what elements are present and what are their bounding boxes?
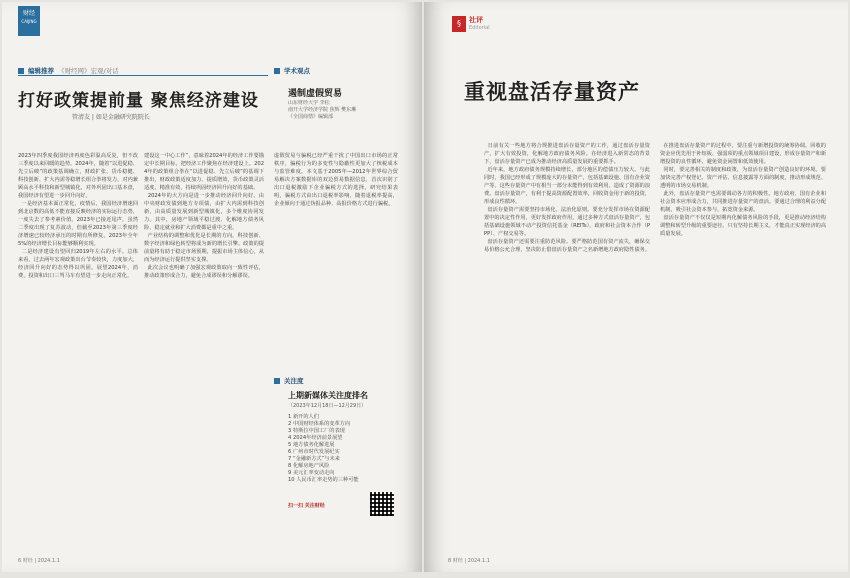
focus-section-label xyxy=(274,376,304,385)
focus-list-item[interactable]: 2 中国财经体系的变革方向 xyxy=(288,421,351,427)
magazine-logo xyxy=(18,6,40,36)
focus-list-item[interactable]: 10 人民币汇率走势的三种可能 xyxy=(288,477,359,483)
section-label xyxy=(18,66,119,75)
sidebar-square-icon xyxy=(274,68,280,74)
sidebar-section-tag: 学术观点 xyxy=(284,67,310,75)
editorial-badge xyxy=(452,16,490,32)
focus-range: （2023年12月18日—12月29日） xyxy=(288,403,367,409)
left-page xyxy=(2,2,422,572)
section-rule xyxy=(18,75,268,76)
focus-title: 上期新媒体关注度排名 xyxy=(288,391,368,400)
sidebar-authors: 山东财经大学 李松 南开大学经济学院 焦辉 樊东琳 《全国商情》编辑部 xyxy=(288,100,357,120)
focus-list-item[interactable]: 7 “金融新方式”与未来 xyxy=(288,456,340,462)
editorial-column-1: 日前有关一些地方将合规推进盘活存量资产的工作，通过盘活存量资产，扩大有效投资，化解地方政府债务风险。在经济进入新常态的背景下，盘活存量资产已成为推动经济高质量发展的重要抓手。 近年来，地方政府债务规模持续增长，部分地区的偿债压力较大。与此同时，我国已经形成了规模庞大的存量资产，包括基础设施、国有企业资产等。这些存量资产中有相当一部分未能得到有效利用，造成了资源的浪费。盘活存量资产，有利于提高资源配置效率，回收资金用于新的投资，形成良性循环。 盘活存量资产需要坚持市场化、法治化原则。要充分发挥市场在资源配置中的决定性作用，更好发挥政府作用，通过多种方式盘活存量资产，包括基础设施领域不动产投资信托基金（REITs）、政府和社会资本合作（PPP）、产权交易等。 盘活存量资产还需要注重防范风险。要严格防范国有资产流失，确保交易价格公允合理，坚决防止借盘活存量资产之名新增地方政府隐性债务。 xyxy=(484,143,650,253)
focus-list-item[interactable]: 4 2024年经济前景展望 xyxy=(288,435,343,441)
editorial-en: Editorial xyxy=(469,25,490,31)
qr-label: 扫一扫 关注财经 xyxy=(288,503,325,509)
section-tag: 编辑推荐 xyxy=(28,67,54,75)
section-square-icon xyxy=(18,68,24,74)
focus-list-item[interactable]: 9 美元汇率变动走向 xyxy=(288,470,335,476)
right-page xyxy=(424,2,848,572)
editorial-cn: 社评 xyxy=(469,16,483,24)
qr-code xyxy=(370,492,394,516)
focus-list-item[interactable]: 5 地方债务化解进展 xyxy=(288,442,335,448)
sidebar-text: 虚假贸易与骗税已经严重干扰了中国出口市场的正常秩序，骗税行为的多变性与隐蔽性更加大了核税成本与监管难度。本文基于2005年—2012年世界综合贸易解决方案数据库的双边贸易数据信息，首次识别了出口退税激励下企业骗税方式的选择，研究结果表明，骗税方式由出口退税率影响，随着退税率提高，企业倾向于通过伪报品种、高报价格方式进行骗税。 xyxy=(274,153,398,207)
focus-list-item[interactable]: 8 化解房地产风险 xyxy=(288,463,330,469)
focus-list xyxy=(288,414,403,484)
sidebar-section-label xyxy=(274,66,310,75)
focus-square-icon xyxy=(274,378,280,384)
focus-list-item[interactable]: 6 广州市时代发展纪实 xyxy=(288,449,340,455)
section-sub: 《财经网》宏观/对话 xyxy=(58,67,119,75)
article-byline: 管清友 | 如是金融研究院院长 xyxy=(72,114,150,121)
page-footer-right: 8 财经 | 2024.1.1 xyxy=(448,558,490,564)
focus-section-tag: 关注度 xyxy=(284,377,304,385)
sidebar-title: 遏制虚假贸易 xyxy=(288,89,343,99)
article-title: 打好政策提前量 聚焦经济建设 xyxy=(18,91,259,111)
logo-cn: 财经 xyxy=(22,10,35,17)
editorial-title: 重视盘活存量资产 xyxy=(464,80,640,104)
page-footer-left: 6 财经 | 2024.1.1 xyxy=(18,558,60,564)
focus-list-item[interactable]: 1 新开的人们 xyxy=(288,414,319,420)
article-column-2: 建设这一中心工作”，意味着2024年的经济工作要锚定中长期目标，把经济工作聚焦在经济建设上。2024年的政策组合拳在“以进促稳、先立后破”的基调下推出，财政政策适度加力、提质增效，货币政策灵活适度、精准有效，持续巩固经济回升向好的基础。 2024年的大方向是进一步推动经济回升向好。由中央财政发债到地方专项债，由扩大内需到科技创新，由高质量发展到新型城镇化，多个维度协同发力。其中，房地产领域平稳过渡、化解地方债务风险、稳定就业和扩大消费都是重中之重。 产业结构的调整和优化是长期的方向。科技创新、数字经济和绿色转型将成为新的增长引擎。政策的提前量将有助于稳定市场预期，提振市场主体信心，从而为经济运行提供坚实支撑。 此次会议也明确了加强宏观政策取向一致性评估，推动政策形成合力，避免合成谬误和分解谬误。 xyxy=(144,153,264,279)
logo-en: CAIJING xyxy=(21,19,37,24)
focus-list-item[interactable]: 3 特斯拉中国工厂的表现 xyxy=(288,428,345,434)
editorial-mark-icon: § xyxy=(452,16,466,32)
editorial-text xyxy=(469,16,490,32)
editorial-column-2: 在推进盘活存量资产的过程中，要注重与新增投资的统筹协调。回收的资金应优先用于补短板、强弱项的重点领域项目建设，形成存量资产和新增投资的良性循环，避免资金闲置和低效使用。 同时，要完善相关的制度和政策，为盘活存量资产创造良好的环境。要加快完善产权登记、资产评估、信息披露等方面的制度，推动形成规范、透明的市场交易机制。 此外，盘活存量资产也需要调动各方的积极性。地方政府、国有企业和社会资本应形成合力，共同推进存量资产的盘活。要通过合理的利益分配机制，吸引社会资本参与，拓宽资金来源。 盘活存量资产不仅仅是短期内化解债务风险的手段，更是推动经济结构调整和转型升级的重要途径。只有坚持长期主义，才能真正实现经济的高质量发展。 xyxy=(660,143,826,237)
article-column-1: 2023年四季度我国经济再度色彩温高反复，但不改三季度以来回暖的趋势。2024年，随着“以进促稳、先立后破”的政策基调确立，财政扩张、货币稳健、科技创新、扩大内需等稳增长组合拳将发力，对内兼顾高水平科技和新型城镇化，对外巩固出口基本盘，我国经济有望进一步回升向好。 一是经济基本面正常化，疫情后，我国经济增速回到北京数的高低不能直接反映经济的实际运行态势，一度失去了参考素价值。2023年已接近尾声，虽然二季度出现了复苏波动，但截至2023年第三季度经济增速已较经济承压的时期有所修复。2023年全年5%的经济增长目标能够顺利实现。 二是经济建设有望回归2019年左右的水平。总体来看，过去两年宏观政策出台节奏较快，力度加大，经济回升向好的态势得以巩固。展望2024年，消费、投资和出口三驾马车有望进一步走向正常化。 xyxy=(18,153,138,279)
